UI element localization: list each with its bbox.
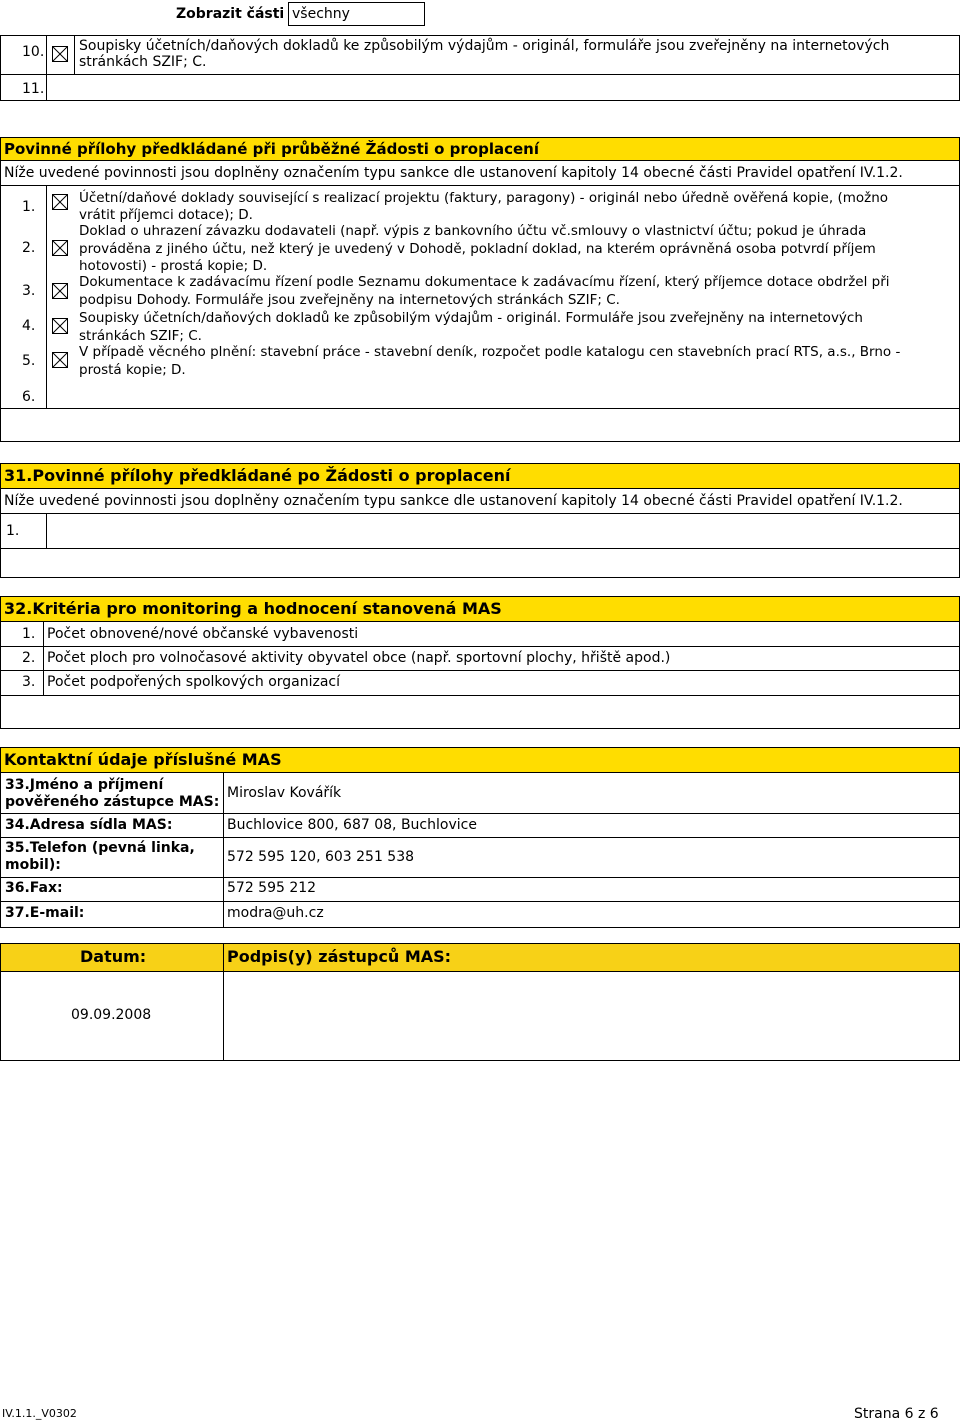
list-item-num: 4. [22, 318, 36, 334]
contact-label: pověřeného zástupce MAS: [5, 794, 220, 810]
section-note: Níže uvedené povinnosti jsou doplněny označením typu sankce dle ustanovení kapitoly 14 obecné části Pravidel opatření IV.1.2. [4, 493, 903, 509]
section-title: Kontaktní údaje příslušné MAS [4, 750, 282, 769]
list-item-num: 6. [22, 389, 36, 405]
section-31-items [0, 513, 960, 549]
list-item-num: 1. [6, 523, 20, 539]
contact-label: 33.Jméno a příjmení [5, 777, 164, 793]
criteria-text: Počet ploch pro volnočasové aktivity obyvatel obce (např. sportovní plochy, hřiště apod.) [47, 650, 671, 666]
contact-label: mobil): [5, 857, 61, 873]
contact-value: Buchlovice 800, 687 08, Buchlovice [227, 817, 477, 833]
empty-row [0, 408, 960, 442]
list-item-text: hotovosti) - prostá kopie; D. [79, 258, 268, 274]
section-note-row [0, 160, 960, 186]
prev-item-text: stránkách SZIF; C. [79, 54, 207, 70]
checked-checkbox-icon[interactable] [52, 46, 68, 62]
show-parts-select[interactable] [288, 2, 425, 26]
criteria-num: 2. [22, 650, 36, 666]
section-note: Níže uvedené povinnosti jsou doplněny označením typu sankce dle ustanovení kapitoly 14 obecné části Pravidel opatření IV.1.2. [4, 165, 903, 181]
list-item-text: prostá kopie; D. [79, 362, 186, 378]
list-item-num: 1. [22, 199, 36, 215]
list-item-text: V případě věcného plnění: stavební práce - stavební deník, rozpočet podle katalogu cen stavebních prací RTS, a.s., Brno - [79, 344, 901, 360]
contact-label: 36.Fax: [5, 880, 63, 896]
date-value: 09.09.2008 [71, 1007, 152, 1023]
checked-checkbox-icon[interactable] [52, 194, 68, 210]
checked-checkbox-icon[interactable] [52, 318, 68, 334]
list-item-num: 5. [22, 353, 36, 369]
contact-label: 37.E-mail: [5, 905, 85, 921]
section-31-header [0, 463, 960, 489]
page-number: Strana 6 z 6 [854, 1406, 939, 1422]
criteria-num: 3. [22, 674, 36, 690]
footer-code: IV.1.1._V0302 [2, 1407, 77, 1420]
list-item-text: podpisu Dohody. Formuláře jsou zveřejněny na internetových stránkách SZIF; C. [79, 292, 620, 308]
list-item-num: 3. [22, 283, 36, 299]
list-item-text: vrátit příjemci dotace); D. [79, 207, 253, 223]
contact-value: modra@uh.cz [227, 905, 324, 921]
section-32-header [0, 596, 960, 622]
signature-label: Podpis(y) zástupců MAS: [227, 947, 452, 966]
section-title: 32.Kritéria pro monitoring a hodnocení stanovená MAS [4, 599, 502, 618]
section-title: 31.Povinné přílohy předkládané po Žádosti o proplacení [4, 466, 511, 485]
criteria-text: Počet podpořených spolkových organizací [47, 674, 341, 690]
date-label: Datum: [80, 947, 147, 966]
criteria-num: 1. [22, 626, 36, 642]
section-title: Povinné přílohy předkládané při průběžné Žádosti o proplacení [4, 140, 539, 158]
list-item-num: 2. [22, 240, 36, 256]
prev-item-num: 11. [22, 81, 45, 97]
list-item-text: Doklad o uhrazení závazku dodavateli (např. výpis z bankovního účtu vč.smlouvy o vlastnictví účtu; pokud je úhrada [79, 223, 867, 239]
list-item-text: Soupisky účetních/daňových dokladů ke způsobilým výdajům - originál. Formuláře jsou zveřejněny na internetových [79, 310, 863, 326]
section-note-row [0, 488, 960, 514]
section-interim-header [0, 137, 960, 161]
prev-item-text: Soupisky účetních/daňových dokladů ke způsobilým výdajům - originál, formuláře jsou zveřejněny na internetových [79, 38, 890, 54]
contact-value: 572 595 212 [227, 880, 317, 896]
checked-checkbox-icon[interactable] [52, 352, 68, 368]
prev-item-num: 10. [22, 44, 45, 60]
contact-value: 572 595 120, 603 251 538 [227, 849, 415, 865]
show-parts-label: Zobrazit části [176, 6, 285, 22]
checked-checkbox-icon[interactable] [52, 283, 68, 299]
show-parts-value: všechny [292, 6, 350, 22]
empty-row [0, 548, 960, 578]
list-item-text: Účetní/daňové doklady související s realizací projektu (faktury, paragony) - originál nebo úředně ověřená kopie, (možno [79, 190, 889, 206]
list-item-text: prováděna z jiného účtu, než který je uvedený v Dohodě, pokladní doklad, na kterém oprávněná osoba potvrdí příjem [79, 241, 876, 257]
contact-label: 34.Adresa sídla MAS: [5, 817, 173, 833]
contact-header [0, 747, 960, 773]
empty-row [0, 695, 960, 729]
checked-checkbox-icon[interactable] [52, 240, 68, 256]
criteria-text: Počet obnovené/nové občanské vybavenosti [47, 626, 359, 642]
contact-label: 35.Telefon (pevná linka, [5, 840, 195, 856]
list-item-text: Dokumentace k zadávacímu řízení podle Seznamu dokumentace k zadávacímu řízení, který příjemce dotace obdržel při [79, 274, 890, 290]
list-item-text: stránkách SZIF; C. [79, 328, 202, 344]
contact-value: Miroslav Kovářík [227, 785, 342, 801]
